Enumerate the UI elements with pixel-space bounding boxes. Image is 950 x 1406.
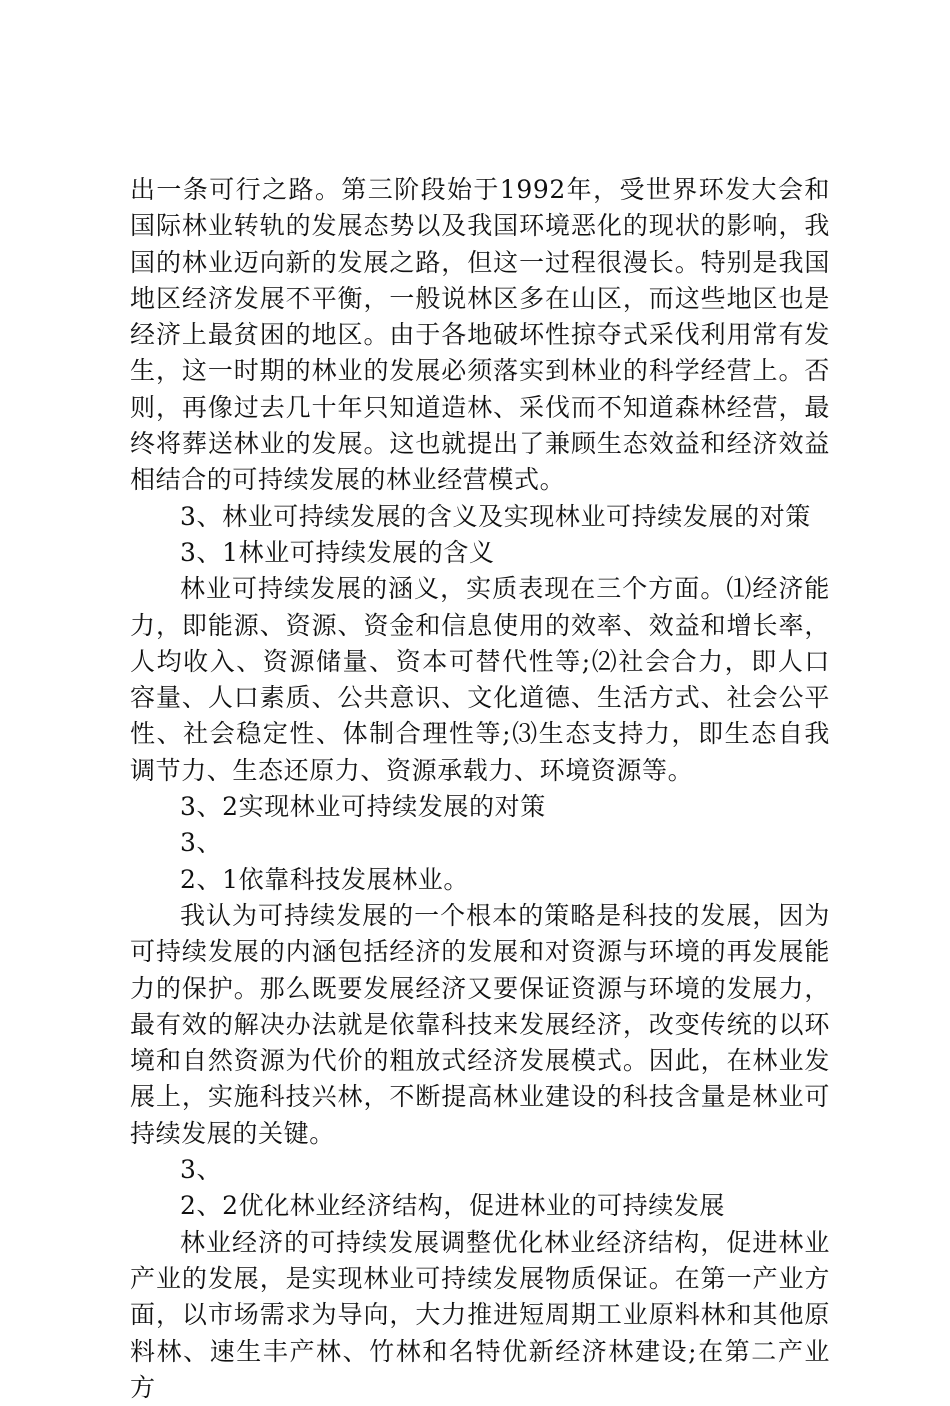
- heading-section-2-2: 2、2优化林业经济结构，促进林业的可持续发展: [180, 1191, 726, 1221]
- heading-fragment-3b: 3、: [180, 1155, 223, 1185]
- heading-section-3-2: 3、2实现林业可持续发展的对策: [180, 792, 546, 822]
- heading-section-3-1: 3、1林业可持续发展的含义: [180, 537, 495, 567]
- document-body: [130, 172, 830, 1406]
- heading-fragment-3a: 3、: [180, 828, 223, 858]
- heading-section-2-1: 2、1依靠科技发展林业。: [180, 864, 470, 894]
- paragraph-technology: 我认为可持续发展的一个根本的策略是科技的发展，因为可持续发展的内涵包括经济的发展和对资源与环境的再发展能力的保护。那么既要发展经济又要保证资源与环境的发展力，最有效的解决办法就是依靠科技来发展经济，改变传统的以环境和自然资源为代价的粗放式经济发展模式。因此，在林业发展上，实施科技兴林，不断提高林业建设的科技含量是林业可持续发展的关键。: [130, 900, 830, 1148]
- paragraph-meaning: 林业可持续发展的涵义，实质表现在三个方面。⑴经济能力，即能源、资源、资金和信息使用的效率、效益和增长率，人均收入、资源储量、资本可替代性等;⑵社会合力，即人口容量、人口素质、公共意识、文化道德、生活方式、社会公平性、社会稳定性、体制合理性等;⑶生态支持力，即生态自我调节力、生态还原力、资源承载力、环境资源等。: [130, 574, 830, 785]
- paragraph-economic-structure: 林业经济的可持续发展调整优化林业经济结构，促进林业产业的发展，是实现林业可持续发展物质保证。在第一产业方面，以市场需求为导向，大力推进短周期工业原料林和其他原料林、速生丰产林、竹林和名特优新经济林建设;在第二产业方: [130, 1227, 830, 1402]
- heading-section-3: 3、林业可持续发展的含义及实现林业可持续发展的对策: [180, 501, 811, 531]
- paragraph-stage-three: 出一条可行之路。第三阶段始于1992年，受世界环发大会和国际林业转轨的发展态势以及我国环境恶化的现状的影响，我国的林业迈向新的发展之路，但这一过程很漫长。特别是我国地区经济发展不平衡，一般说林区多在山区，而这些地区也是经济上最贫困的地区。由于各地破坏性掠夺式采伐利用常有发生，这一时期的林业的发展必须落实到林业的科学经营上。否则，再像过去几十年只知道造林、采伐而不知道森林经营，最终将葬送林业的发展。这也就提出了兼顾生态效益和经济效益相结合的可持续发展的林业经营模式。: [130, 175, 830, 495]
